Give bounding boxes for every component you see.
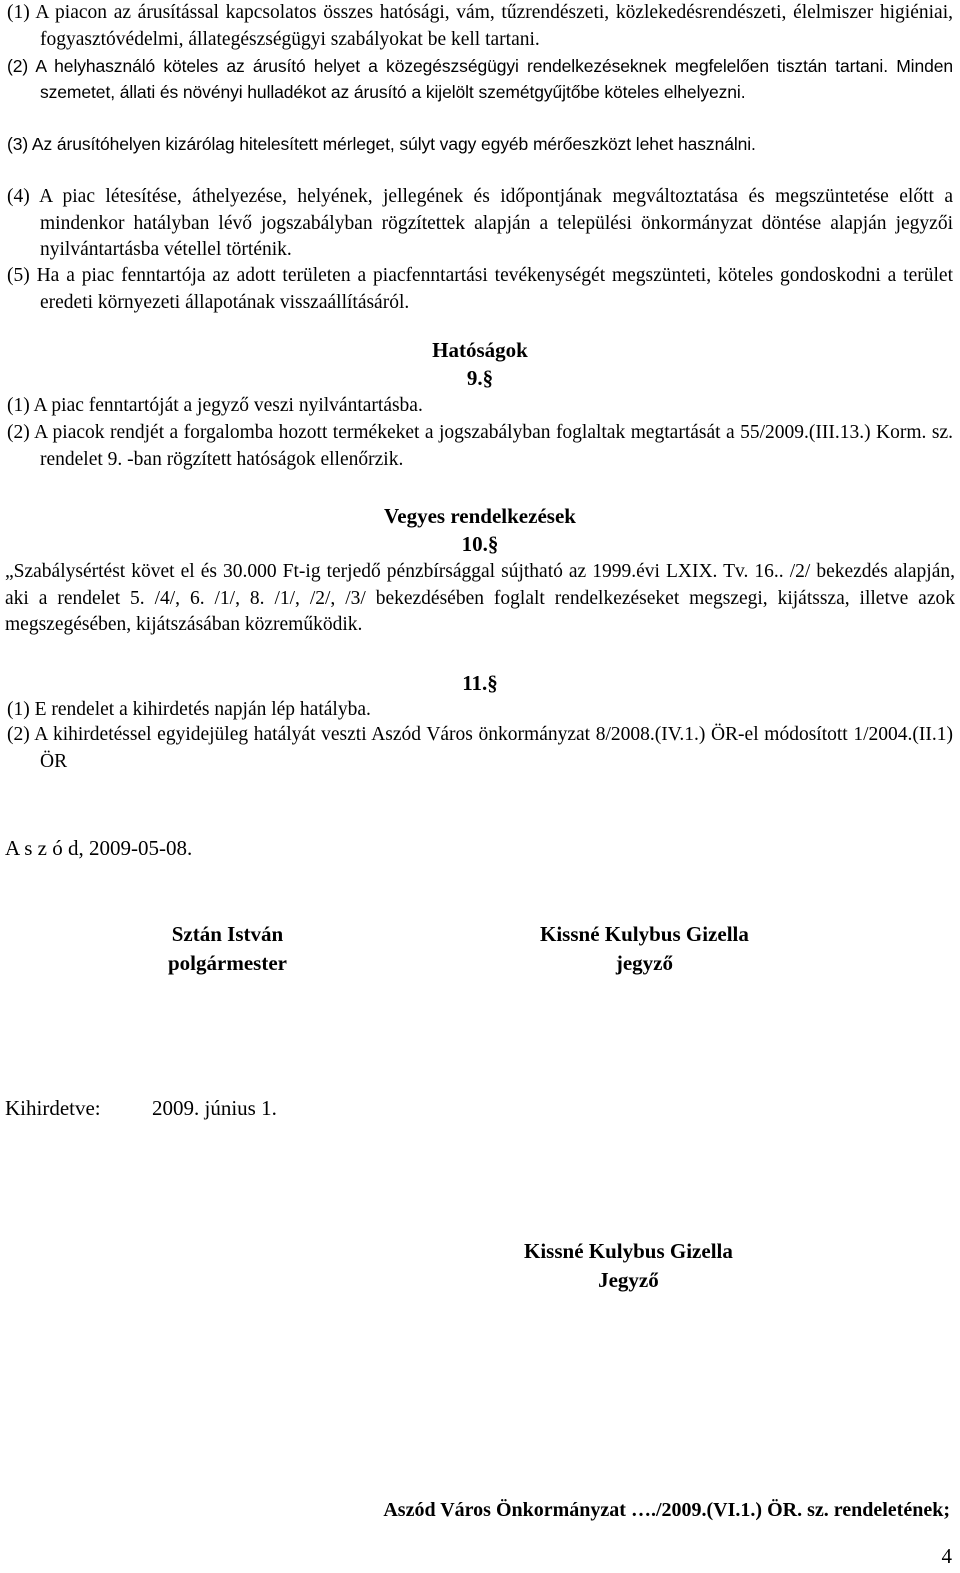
signature-notary-name: Kissné Kulybus Gizella <box>540 922 749 946</box>
paragraph-4-text: (4) A piac létesítése, áthelyezése, helyének, jellegének és időpontjának megváltoztatása és megszüntetése előtt a mindenkor hatályban lévő jogszabályban rögzítettek alapján a települési önkormányzat döntése alapján jegyzői nyilvántartásba vétellel történik. <box>7 186 953 260</box>
section-sign-11: § <box>487 671 498 695</box>
paragraph-3-text: (3) Az árusítóhelyen kizárólag hitelesített mérleget, súlyt vagy egyéb mérőeszközt lehet használni. <box>7 134 756 154</box>
section-11-item-1 <box>7 697 953 724</box>
paragraph-2-text: (2) A helyhasználó köteles az árusító helyet a közegészségügyi rendelkezéseknek megfelelően tisztán tartani. Minden szemetet, állati és növényi hulladékot az árusító a kijelölt szemétgyűjtőbe köteles elhelyezni. <box>7 56 953 102</box>
paragraph-5-text: (5) Ha a piac fenntartója az adott területen a piacfenntartási tevékenységét megszünteti, köteles gondoskodni a terület eredeti környezeti állapotának visszaállításáról. <box>7 265 953 313</box>
signature-notary-2-name: Kissné Kulybus Gizella <box>524 1239 733 1263</box>
section-heading-hatosagok <box>0 336 960 364</box>
hatosagok-title: Hatóságok <box>432 338 528 362</box>
signature-notary-2-role: Jegyző <box>598 1268 659 1292</box>
section-10-number: 10. <box>461 532 488 556</box>
vegyes-title: Vegyes rendelkezések <box>384 504 576 528</box>
section-heading-vegyes <box>0 502 960 530</box>
hatosagok-item-2 <box>7 420 953 473</box>
vegyes-paragraph <box>5 559 955 639</box>
signature-notary-role: jegyző <box>615 951 673 975</box>
hatosagok-item-1 <box>7 393 953 420</box>
paragraph-5 <box>7 263 953 316</box>
section-sign-9: § <box>482 366 494 390</box>
section-number-10 <box>0 530 960 558</box>
section-11-number: 11. <box>462 671 488 695</box>
place-date: A s z ó d, 2009-05-08. <box>5 836 193 860</box>
promulgation-label: Kihirdetve: <box>5 1096 101 1120</box>
paragraph-2 <box>7 53 953 105</box>
vegyes-paragraph-text: „Szabálysértést követ el és 30.000 Ft-ig terjedő pénzbírsággal sújtható az 1999.évi LXIX. Tv. 16.. /2/ bekezdés alapján, aki a rendelet 5. /4/, 6. /1/, 8. /1/, /2/, /3/ bekezdésében foglalt rendelkezéseket megszegi, kijátssza, illetve azok megszegésében, kijátszásában közreműködik. <box>5 561 955 635</box>
section-number-9 <box>0 364 960 392</box>
promulgation-date: 2009. június 1. <box>152 1096 277 1120</box>
footer-reference: Aszód Város Önkormányzat …./2009.(VI.1.) ÖR. sz. rendeletének; <box>383 1499 950 1521</box>
page-number: 4 <box>941 1544 952 1568</box>
section-11-item-2 <box>7 722 953 775</box>
signature-notary-2 <box>524 1237 733 1295</box>
section-11-item-2-text: (2) A kihirdetéssel egyidejüleg hatályát veszti Aszód Város önkormányzat 8/2008.(IV.1.) ÖR-el módosított 1/2004.(II.1) ÖR <box>7 724 953 772</box>
section-sign-10: § <box>487 532 499 556</box>
paragraph-3 <box>7 131 953 157</box>
section-number-11 <box>0 669 960 697</box>
signature-mayor <box>168 920 287 978</box>
paragraph-1 <box>7 0 953 53</box>
signature-mayor-name: Sztán István <box>171 922 284 946</box>
section-11-item-1-text: (1) E rendelet a kihirdetés napján lép hatályba. <box>7 699 371 720</box>
signature-mayor-role: polgármester <box>168 951 287 975</box>
paragraph-4 <box>7 184 953 264</box>
paragraph-1-text: (1) A piacon az árusítással kapcsolatos összes hatósági, vám, tűzrendészeti, közlekedésrendészeti, élelmiszer higiéniai, fogyasztóvédelmi, állategészségügyi szabályokat be kell tartani. <box>7 2 953 50</box>
section-9-number: 9. <box>466 366 483 390</box>
hatosagok-item-2-text: (2) A piacok rendjét a forgalomba hozott termékeket a jogszabályban foglaltak megtartását a 55/2009.(III.13.) Korm. sz. rendelet 9. -ban rögzített hatóságok ellenőrzik. <box>7 422 953 470</box>
hatosagok-item-1-text: (1) A piac fenntartóját a jegyző veszi nyilvántartásba. <box>7 395 423 416</box>
signature-notary <box>540 920 749 978</box>
